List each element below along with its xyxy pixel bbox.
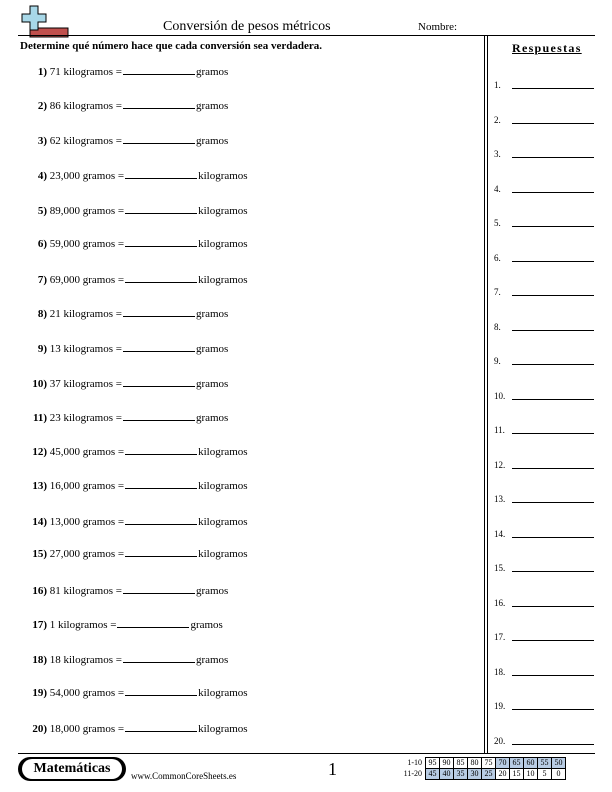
answer-underline <box>512 537 594 538</box>
answer-blank[interactable] <box>123 583 195 594</box>
answer-number: 17. <box>494 632 506 642</box>
answer-line[interactable] <box>494 492 594 506</box>
answer-underline <box>512 502 594 503</box>
question-prompt: 23,000 gramos = <box>49 170 125 182</box>
question-number: 13) <box>32 480 47 492</box>
question-prompt: 1 kilogramos = <box>49 619 117 631</box>
answer-line[interactable] <box>494 251 594 265</box>
answer-blank[interactable] <box>125 685 197 696</box>
score-cell: 10 <box>524 769 538 780</box>
question-item <box>20 272 248 286</box>
question-number: 5) <box>37 205 47 217</box>
score-cell: 95 <box>426 758 440 769</box>
question-item <box>20 376 228 390</box>
answer-line[interactable] <box>494 596 594 610</box>
header-divider <box>18 35 595 36</box>
question-unit: kilogramos <box>198 274 248 286</box>
answer-line[interactable] <box>494 216 594 230</box>
question-number: 18) <box>32 654 47 666</box>
page-number: 1 <box>328 759 337 779</box>
question-prompt: 69,000 gramos = <box>49 274 125 286</box>
question-number: 4) <box>37 170 47 182</box>
answer-number: 9. <box>494 356 501 366</box>
question-item <box>20 721 248 735</box>
question-unit: kilogramos <box>198 205 248 217</box>
name-label: Nombre: <box>418 21 458 33</box>
score-cell: 25 <box>482 769 496 780</box>
question-unit: gramos <box>190 619 223 631</box>
question-prompt: 13,000 gramos = <box>49 516 125 528</box>
question-item <box>20 306 228 320</box>
question-unit: gramos <box>195 654 229 666</box>
question-prompt: 54,000 gramos = <box>49 687 125 699</box>
question-item <box>20 168 248 182</box>
question-unit: kilogramos <box>198 480 248 492</box>
score-cell: 70 <box>496 758 510 769</box>
question-item <box>20 478 248 492</box>
answer-blank[interactable] <box>125 478 197 489</box>
answer-line[interactable] <box>494 147 594 161</box>
worksheet-title: Conversión de pesos métricos <box>163 19 331 34</box>
question-prompt: 16,000 gramos = <box>49 480 125 492</box>
answer-number: 13. <box>494 494 506 504</box>
answer-number: 14. <box>494 528 506 539</box>
answer-number: 18. <box>494 666 506 677</box>
question-unit: kilogramos <box>198 723 248 735</box>
question-prompt: 23 kilogramos = <box>49 412 122 424</box>
answer-underline <box>512 606 594 607</box>
subject-label: Matemáticas <box>22 759 122 779</box>
answer-line[interactable] <box>494 699 594 713</box>
answer-underline <box>512 364 594 365</box>
answer-number: 7. <box>494 287 501 297</box>
instructions: Determine qué número hace que cada conversión sea verdadera. <box>20 40 322 52</box>
question-unit: kilogramos <box>198 238 248 250</box>
question-prompt: 37 kilogramos = <box>49 378 122 390</box>
score-cell: 60 <box>524 758 538 769</box>
question-unit: gramos <box>195 66 229 78</box>
question-prompt: 18 kilogramos = <box>49 654 122 666</box>
question-prompt: 59,000 gramos = <box>49 238 125 250</box>
answer-line[interactable] <box>494 320 594 334</box>
answer-blank[interactable] <box>125 444 197 455</box>
question-item <box>20 617 223 631</box>
question-number: 1) <box>37 66 47 78</box>
question-number: 9) <box>37 343 47 355</box>
answer-blank[interactable] <box>123 410 195 421</box>
answer-underline <box>512 709 594 710</box>
question-item <box>20 546 248 560</box>
answer-blank[interactable] <box>123 133 195 144</box>
answer-blank[interactable] <box>125 721 197 732</box>
question-prompt: 27,000 gramos = <box>49 548 125 560</box>
question-number: 16) <box>32 585 47 597</box>
answer-line[interactable] <box>494 527 594 541</box>
answer-underline <box>512 468 594 469</box>
score-cell: 35 <box>454 769 468 780</box>
score-cell: 40 <box>440 769 454 780</box>
score-cell: 15 <box>510 769 524 780</box>
question-prompt: 71 kilogramos = <box>49 66 122 78</box>
question-item <box>20 652 228 666</box>
answer-number: 19. <box>494 701 506 711</box>
answer-number: 15. <box>494 563 506 573</box>
answer-blank[interactable] <box>125 272 197 283</box>
question-unit: gramos <box>195 100 229 112</box>
question-number: 11) <box>32 412 47 424</box>
score-cell: 0 <box>552 769 566 780</box>
answer-line[interactable] <box>494 182 594 196</box>
answer-blank[interactable] <box>123 376 195 387</box>
answer-underline <box>512 640 594 641</box>
answer-underline <box>512 399 594 400</box>
question-prompt: 86 kilogramos = <box>49 100 122 112</box>
answer-number: 8. <box>494 321 501 332</box>
answer-blank[interactable] <box>123 98 195 109</box>
answer-line[interactable] <box>494 734 594 748</box>
question-prompt: 21 kilogramos = <box>49 308 122 320</box>
question-item <box>20 64 228 78</box>
answer-underline <box>512 88 594 89</box>
score-cell: 30 <box>468 769 482 780</box>
score-cell: 45 <box>426 769 440 780</box>
answer-line[interactable] <box>494 354 594 368</box>
question-item <box>20 341 228 355</box>
question-unit: kilogramos <box>198 446 248 458</box>
question-unit: gramos <box>195 585 229 597</box>
score-cell: 75 <box>482 758 496 769</box>
answer-line[interactable] <box>494 665 594 679</box>
answer-blank[interactable] <box>117 617 189 628</box>
question-number: 20) <box>32 723 47 735</box>
score-row-label: 11-20 <box>403 769 422 778</box>
answer-number: 1. <box>494 80 501 90</box>
answer-number: 20. <box>494 735 506 746</box>
question-number: 3) <box>37 135 47 147</box>
question-item <box>20 410 228 424</box>
answer-underline <box>512 123 594 124</box>
score-row-label: 1-10 <box>407 758 422 767</box>
answer-line[interactable] <box>494 285 594 299</box>
subject-badge <box>18 757 126 781</box>
worksheet-logo-icon <box>18 4 70 38</box>
answer-underline <box>512 261 594 262</box>
answer-line[interactable] <box>494 561 594 575</box>
question-unit: kilogramos <box>198 548 248 560</box>
score-cell: 50 <box>552 758 566 769</box>
answer-blank[interactable] <box>125 203 197 214</box>
question-item <box>20 98 228 112</box>
question-unit: kilogramos <box>198 170 248 182</box>
question-prompt: 89,000 gramos = <box>49 205 125 217</box>
answer-line[interactable] <box>494 458 594 472</box>
question-item <box>20 514 248 528</box>
question-item <box>20 444 248 458</box>
question-prompt: 18,000 gramos = <box>49 723 125 735</box>
answer-underline <box>512 744 594 745</box>
question-prompt: 45,000 gramos = <box>49 446 125 458</box>
question-prompt: 62 kilogramos = <box>49 135 122 147</box>
score-cell: 80 <box>468 758 482 769</box>
question-unit: gramos <box>195 412 229 424</box>
answer-number: 3. <box>494 149 501 159</box>
answer-number: 5. <box>494 218 501 228</box>
question-unit: gramos <box>195 135 229 147</box>
answer-underline <box>512 330 594 331</box>
answer-underline <box>512 226 594 227</box>
question-number: 2) <box>37 100 47 112</box>
answer-number: 2. <box>494 114 501 125</box>
question-item <box>20 236 248 250</box>
question-item <box>20 685 248 699</box>
answer-underline <box>512 433 594 434</box>
answer-number: 12. <box>494 459 506 470</box>
answer-number: 11. <box>494 425 505 435</box>
score-cell: 65 <box>510 758 524 769</box>
question-number: 15) <box>32 548 47 560</box>
answer-number: 10. <box>494 390 506 401</box>
site-url: www.CommonCoreSheets.es <box>131 771 237 781</box>
answer-underline <box>512 157 594 158</box>
score-row <box>396 769 566 780</box>
answer-blank[interactable] <box>125 546 197 557</box>
question-number: 17) <box>32 619 47 631</box>
question-unit: kilogramos <box>198 516 248 528</box>
answers-header: Respuestas <box>512 41 582 55</box>
answer-underline <box>512 571 594 572</box>
question-unit: gramos <box>195 378 229 390</box>
footer-divider <box>18 753 595 754</box>
answer-number: 4. <box>494 183 501 194</box>
question-unit: gramos <box>195 308 229 320</box>
answer-line[interactable] <box>494 113 594 127</box>
answer-line[interactable] <box>494 78 594 92</box>
answer-blank[interactable] <box>125 236 197 247</box>
answer-underline <box>512 192 594 193</box>
answer-blank[interactable] <box>123 652 195 663</box>
answer-underline <box>512 295 594 296</box>
score-cell: 5 <box>538 769 552 780</box>
question-number: 19) <box>32 687 47 699</box>
answer-line[interactable] <box>494 423 594 437</box>
answer-blank[interactable] <box>125 514 197 525</box>
answer-blank[interactable] <box>123 341 195 352</box>
answer-blank[interactable] <box>125 168 197 179</box>
score-table <box>396 757 566 780</box>
score-row <box>396 758 566 769</box>
score-cell: 20 <box>496 769 510 780</box>
question-unit: kilogramos <box>198 687 248 699</box>
answer-blank[interactable] <box>123 64 195 75</box>
question-prompt: 81 kilogramos = <box>49 585 122 597</box>
score-cell: 55 <box>538 758 552 769</box>
answer-underline <box>512 675 594 676</box>
score-cell: 85 <box>454 758 468 769</box>
question-item <box>20 583 228 597</box>
answer-line[interactable] <box>494 630 594 644</box>
answer-column-divider <box>484 36 488 754</box>
question-number: 6) <box>37 238 47 250</box>
question-item <box>20 203 248 217</box>
question-item <box>20 133 228 147</box>
answer-line[interactable] <box>494 389 594 403</box>
question-number: 7) <box>37 274 47 286</box>
score-cell: 90 <box>440 758 454 769</box>
question-number: 8) <box>37 308 47 320</box>
question-number: 12) <box>32 446 47 458</box>
answer-number: 16. <box>494 597 506 608</box>
question-number: 14) <box>32 516 47 528</box>
question-number: 10) <box>32 378 47 390</box>
answer-blank[interactable] <box>123 306 195 317</box>
question-prompt: 13 kilogramos = <box>49 343 122 355</box>
question-unit: gramos <box>195 343 229 355</box>
answer-number: 6. <box>494 252 501 263</box>
